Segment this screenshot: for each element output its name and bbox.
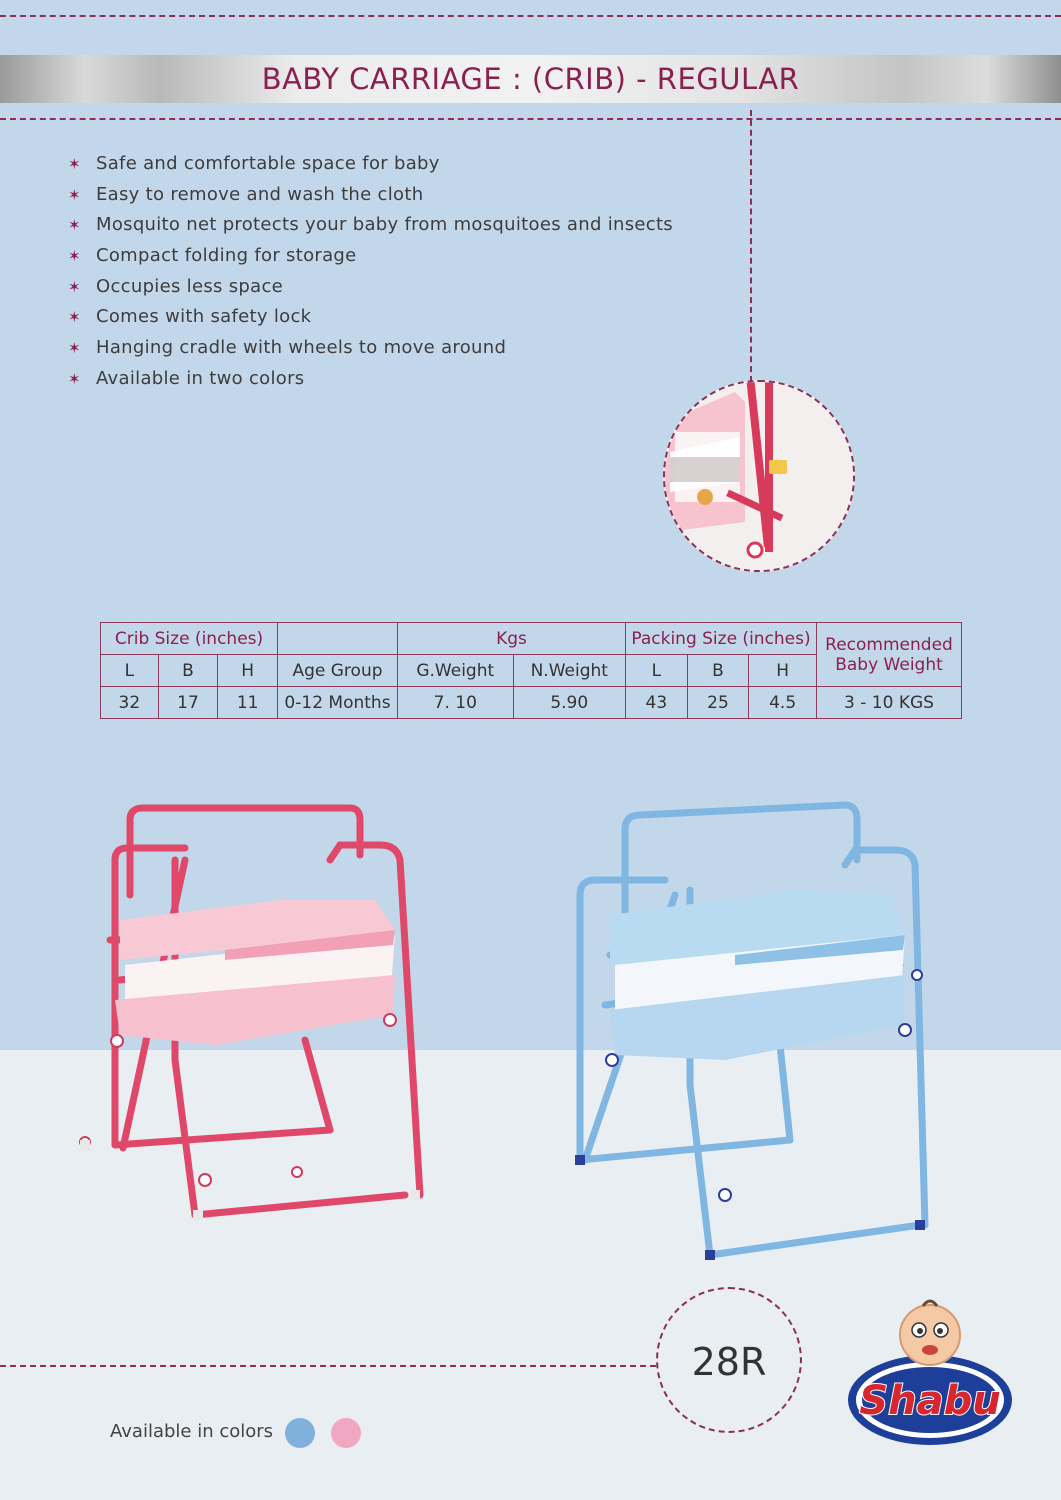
g-weight-value: 7. 10 [398,687,514,719]
callout-connector-line [750,110,752,382]
pack-l-header: L [626,655,688,687]
star-bullet-icon: ✶ [68,247,81,266]
star-bullet-icon: ✶ [68,308,81,327]
crib-l-value: 32 [101,687,159,719]
feature-item: ✶ Available in two colors [68,365,673,396]
crib-l-header: L [101,655,159,687]
n-weight-header: N.Weight [513,655,625,687]
shabu-logo [845,1290,1015,1450]
kgs-header: Kgs [398,623,626,655]
star-bullet-icon: ✶ [68,277,81,296]
star-bullet-icon: ✶ [68,339,81,358]
age-group-header: Age Group [278,655,398,687]
feature-list [68,150,673,396]
top-dashed-line [0,15,1061,17]
star-bullet-icon: ✶ [68,369,81,388]
crib-size-header: Crib Size (inches) [101,623,278,655]
safety-lock-detail-image [663,380,855,572]
pack-b-value: 25 [687,687,749,719]
star-bullet-icon: ✶ [68,216,81,235]
crib-b-header: B [158,655,218,687]
pack-b-header: B [687,655,749,687]
feature-item: ✶ Occupies less space [68,273,673,304]
available-colors-label: Available in colors [110,1421,274,1442]
g-weight-header: G.Weight [398,655,514,687]
crib-b-value: 17 [158,687,218,719]
footer-dashed-line [0,1365,656,1367]
star-bullet-icon: ✶ [68,155,81,173]
recommended-weight-header: Recommended Baby Weight [817,623,962,687]
packing-size-header: Packing Size (inches) [626,623,817,655]
recommended-weight-value: 3 - 10 KGS [817,687,962,719]
feature-item: ✶ Easy to remove and wash the cloth [68,181,673,212]
crib-h-header: H [218,655,278,687]
pack-l-value: 43 [626,687,688,719]
blue-crib-image [565,795,955,1265]
pack-h-header: H [749,655,817,687]
pink-color-swatch [331,1418,361,1448]
header-underline [0,118,1061,120]
pack-h-value: 4.5 [749,687,817,719]
spec-table [100,622,962,719]
feature-item: ✶ Comes with safety lock [68,303,673,334]
empty-header-cell [278,623,398,655]
page-title: BABY CARRIAGE : (CRIB) - REGULAR [261,62,800,96]
model-code: 28R [691,1340,767,1384]
feature-item: ✶ Hanging cradle with wheels to move around [68,334,673,365]
n-weight-value: 5.90 [513,687,625,719]
blue-color-swatch [285,1418,315,1448]
pink-crib-image [75,800,435,1225]
crib-h-value: 11 [218,687,278,719]
feature-item: ✶ Mosquito net protects your baby from mosquitoes and insects [68,211,673,242]
feature-item: ✶ Compact folding for storage [68,242,673,273]
star-bullet-icon: ✶ [68,185,81,204]
logo-wordmark: Shabu [859,1378,1001,1424]
feature-item: ✶ Safe and comfortable space for baby [68,150,673,181]
age-group-value: 0-12 Months [278,687,398,719]
